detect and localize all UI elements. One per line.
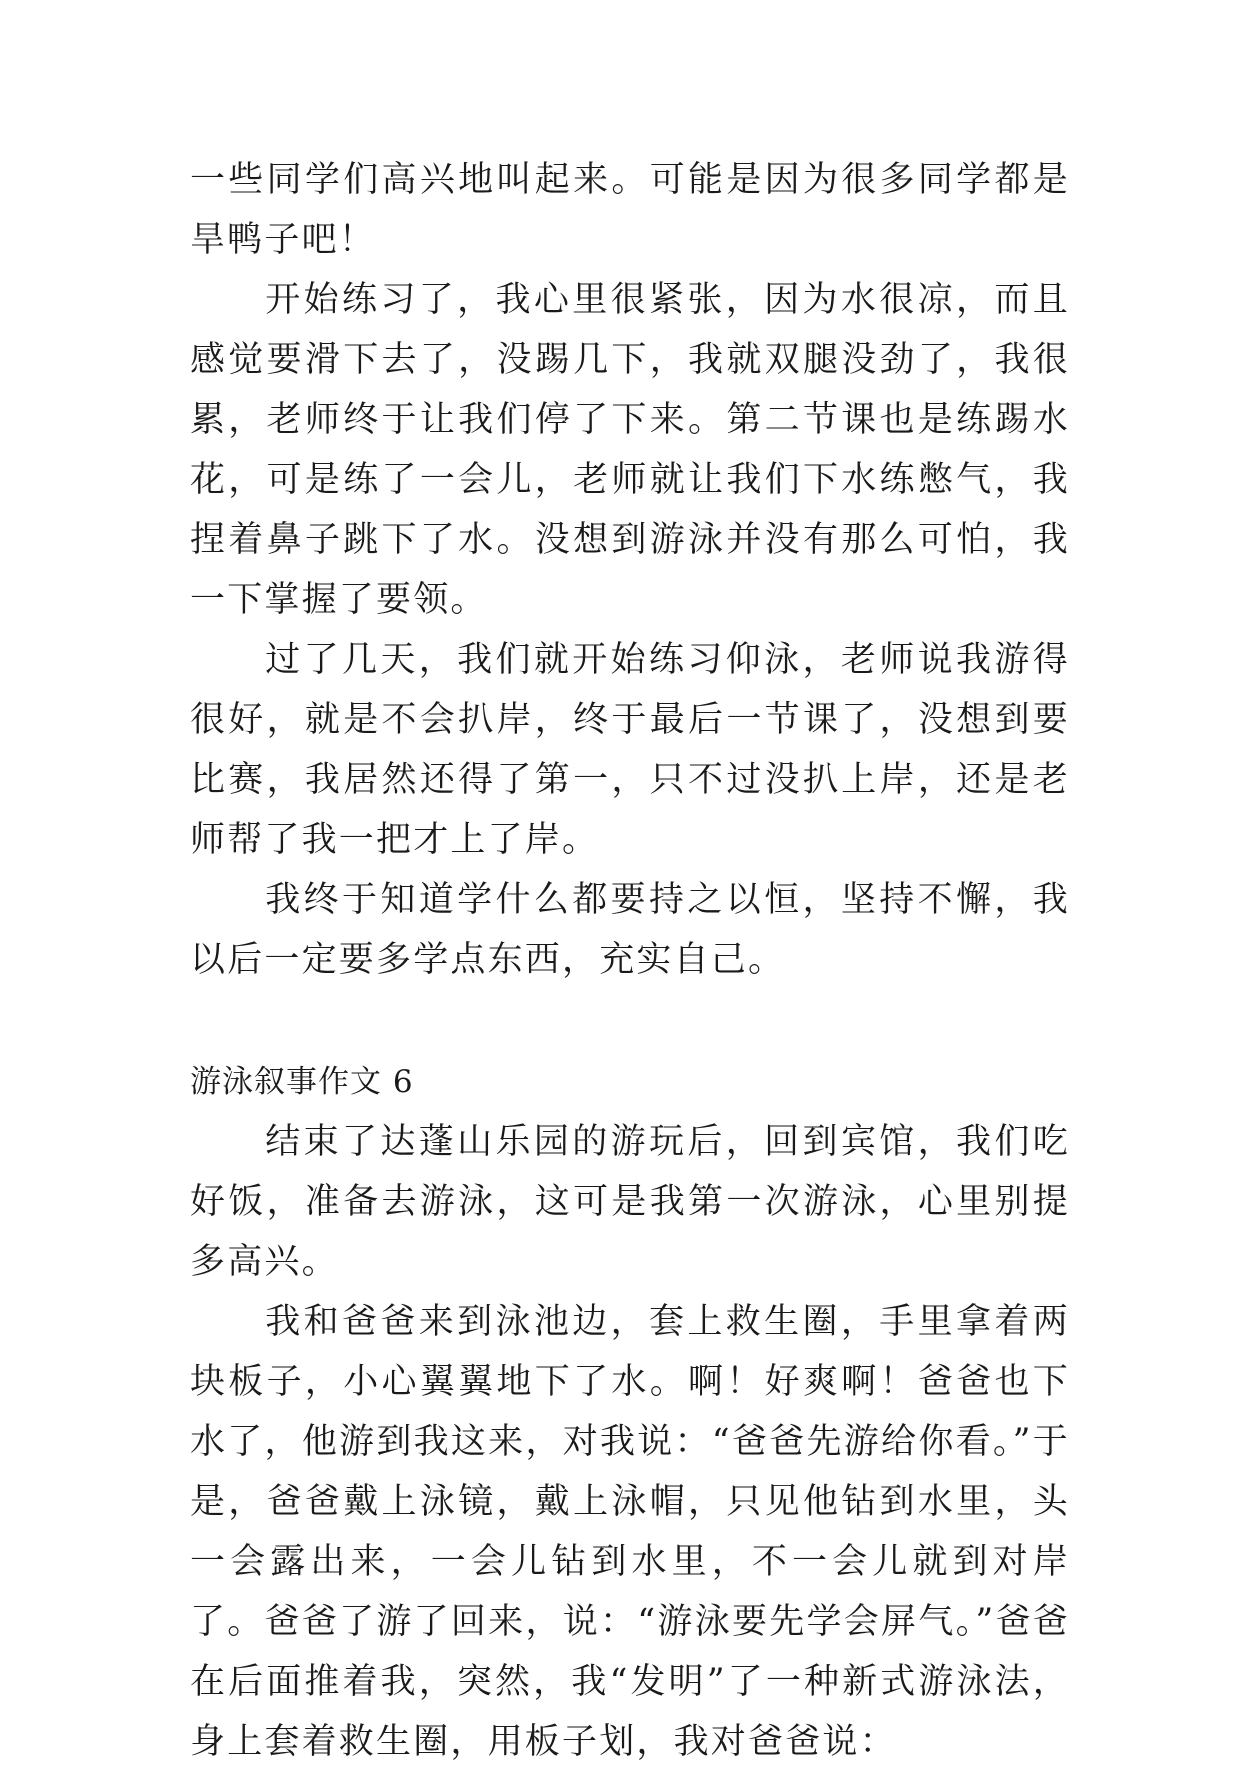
paragraph-continuation: 一些同学们高兴地叫起来。可能是因为很多同学都是旱鸭子吧！ [190, 160, 1070, 260]
section-title: 游泳叙事作文 6 [190, 1064, 414, 1100]
document-body [190, 150, 1070, 1772]
paragraph-intro: 结束了达蓬山乐园的游玩后，回到宾馆，我们吃好饭，准备去游泳，这可是我第一次游泳，心里别提多高兴。 [190, 1122, 1070, 1282]
paragraph-conclusion: 我终于知道学什么都要持之以恒，坚持不懈，我以后一定要多学点东西，充实自己。 [190, 880, 1070, 980]
paragraph-practice: 开始练习了，我心里很紧张，因为水很凉，而且感觉要滑下去了，没踢几下，我就双腿没劲了，我很累，老师终于让我们停了下来。第二节课也是练踢水花，可是练了一会儿，老师就让我们下水练憋气，我捏着鼻子跳下了水。没想到游泳并没有那么可怕，我一下掌握了要领。 [190, 280, 1070, 620]
paragraph-backstroke: 过了几天，我们就开始练习仰泳，老师说我游得很好，就是不会扒岸，终于最后一节课了，没想到要比赛，我居然还得了第一，只不过没扒上岸，还是老师帮了我一把才上了岸。 [190, 640, 1070, 860]
paragraph-pool: 我和爸爸来到泳池边，套上救生圈，手里拿着两块板子，小心翼翼地下了水。啊！好爽啊！爸爸也下水了，他游到我这来，对我说：“爸爸先游给你看。”于是，爸爸戴上泳镜，戴上泳帽，只见他钻到水里，头一会露出来，一会儿钻到水里，不一会儿就到对岸了。爸爸了游了回来，说：“游泳要先学会屏气。”爸爸在后面推着我，突然，我“发明”了一种新式游泳法，身上套着救生圈，用板子划，我对爸爸说： [190, 1302, 1070, 1762]
